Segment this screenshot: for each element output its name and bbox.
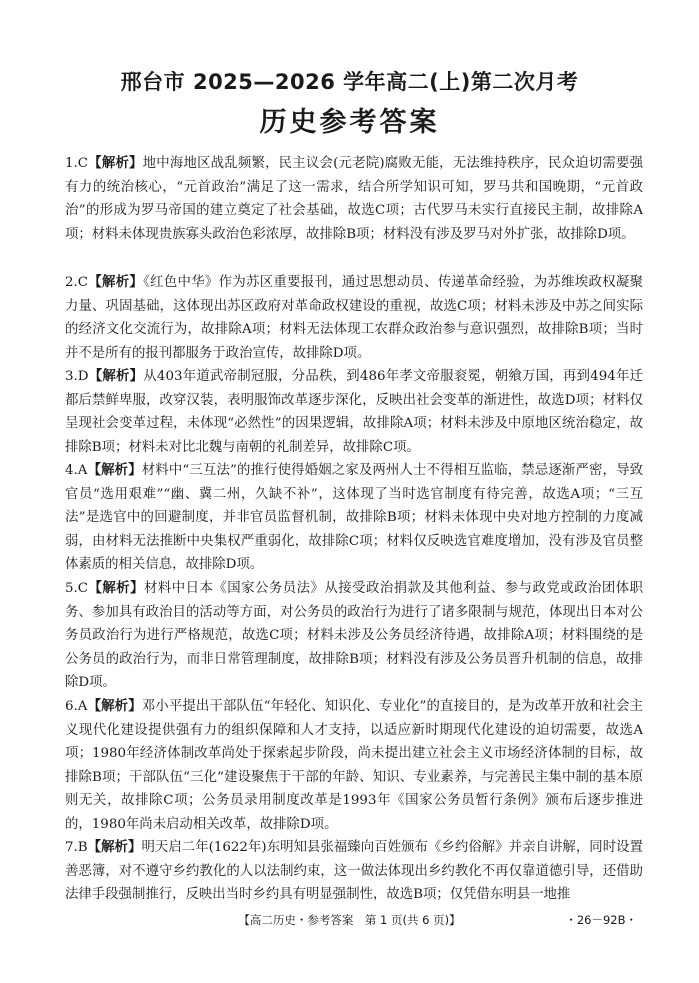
question-number: 4. bbox=[65, 463, 78, 478]
page-subtitle: 历史参考答案 bbox=[259, 107, 440, 138]
question-explanation: 材料中日本《国家公务员法》从接受政治捐款及其他利益、参与政党或政治团体职务、参加具有政治目的活动等方面，对公务员的政治行为进行了诸多限制与规范，体现出日本对公务员政治行为进行严格规范，故选C项；材料未涉及公务员经济待遇，故排除A项；材料围绕的是公务员的政治行为，而非日常管理制度，故排除B项；材料没有涉及公务员晋升机制的信息，故排除D项。 bbox=[65, 581, 644, 691]
question-answer: C bbox=[77, 156, 89, 171]
analysis-label: 【解析】 bbox=[88, 275, 144, 290]
page-title: 邢台市 2025—2026 学年高二(上)第二次月考 bbox=[120, 70, 579, 94]
question-1 bbox=[65, 152, 643, 246]
question-answer: A bbox=[77, 699, 88, 714]
question-number: 2. bbox=[65, 275, 78, 290]
question-number: 7. bbox=[65, 840, 78, 855]
analysis-label: 【解析】 bbox=[88, 581, 145, 596]
question-number: 1. bbox=[65, 156, 78, 171]
analysis-label: 【解析】 bbox=[87, 699, 142, 714]
analysis-label: 【解析】 bbox=[87, 840, 142, 855]
question-6 bbox=[65, 695, 643, 837]
question-number: 6. bbox=[65, 699, 78, 714]
question-explanation: 邓小平提出干部队伍“年轻化、知识化、专业化”的直接目的，是为改革开放和社会主义现代化建设提供强有力的组织保障和人才支持，以适应新时期现代化建设的迫切需要，故选A项；1980年经济体制改革尚处于探索起步阶段，尚未提出建立社会主义市场经济体制的目标，故排除B项；干部队伍“三化”建设聚焦于干部的年龄、知识、专业素养，与完善民主集中制的基本原则无关，故排除C项；公务员录用制度改革是1993年《国家公务员暂行条例》颁布后逐步推进的，1980年尚未启动相关改革，故排除D项。 bbox=[65, 699, 643, 832]
question-7 bbox=[65, 836, 643, 907]
question-explanation: 明天启二年(1622年)东明知县张福臻向百姓颁布《乡约俗解》并亲自讲解，同时设置善恶簿，对不遵守乡约教化的人以法制约束，这一做法体现出乡约教化不再仅靠道德引导，还借助法律手段强制推行，反映出当时乡约具有明显强制性，故选B项；仅凭借东明县一地推 bbox=[65, 840, 643, 903]
question-explanation: 材料中“三互法”的推行使得婚姻之家及两州人士不得相互监临，禁忌逐渐严密，导致官员“选用艰难”“幽、冀二州，久缺不补”，这体现了当时选官制度有待完善，故选A项；“三互法”是选官中的回避制度，并非官员监督机制，故排除B项；材料未体现中央对地方控制的力度减弱，由材料无法推断中央集权严重弱化，故排除C项；材料仅反映选官难度增加，没有涉及官员整体素质的相关信息，故排除D项。 bbox=[65, 463, 643, 573]
analysis-label: 【解析】 bbox=[87, 463, 142, 478]
question-number: 3. bbox=[65, 369, 78, 384]
question-answer: C bbox=[77, 581, 89, 596]
question-2 bbox=[65, 271, 643, 365]
footer-page-info: 【高二历史・参考答案 第 1 页(共 6 页)】 bbox=[238, 913, 461, 927]
question-explanation: 从403年道武帝制冠服，分品秩，到486年孝文帝服衮冕，朝飨万国，再到494年迁都后禁鲜卑服，改穿汉装，表明服饰改革逐步深化，反映出社会变革的渐进性，故选D项；材料仅呈现社会变革过程，未体现“必然性”的因果逻辑，故排除A项；材料未涉及中原地区统治稳定，故排除B项；材料未对比北魏与南朝的礼制差异，故排除C项。 bbox=[65, 369, 643, 455]
analysis-label: 【解析】 bbox=[88, 369, 144, 384]
question-answer: D bbox=[77, 369, 89, 384]
question-explanation: 地中海地区战乱频繁，民主议会(元老院)腐败无能，无法维持秩序，民众迫切需要强有力的统治核心，“元首政治”满足了这一需求，结合所学知识可知，罗马共和国晚期，“元首政治”的形成为罗马帝国的建立奠定了社会基础，故选C项；古代罗马未实行直接民主制，故排除A项；材料未体现贵族寡头政治色彩浓厚，故排除B项；材料没有涉及罗马对外扩张，故排除D项。 bbox=[65, 156, 643, 242]
page-footer bbox=[0, 912, 699, 928]
question-3 bbox=[65, 365, 643, 459]
question-explanation: 《红色中华》作为苏区重要报刊，通过思想动员、传递革命经验，为苏维埃政权凝聚力量、巩固基础，这体现出苏区政府对革命政权建设的重视，故选C项；材料未涉及中苏之间实际的经济文化交流行为，故排除A项；材料无法体现工农群众政治参与意识强烈，故排除B项；当时并不是所有的报刊都服务于政治宣传，故排除D项。 bbox=[65, 275, 643, 361]
question-4 bbox=[65, 459, 643, 577]
question-answer: A bbox=[77, 463, 88, 478]
analysis-label: 【解析】 bbox=[88, 156, 143, 171]
question-number: 5. bbox=[65, 581, 78, 596]
question-5 bbox=[65, 577, 643, 695]
footer-doc-code: ・26－92B・ bbox=[565, 913, 637, 927]
question-answer: B bbox=[77, 840, 88, 855]
question-answer: C bbox=[77, 275, 89, 290]
